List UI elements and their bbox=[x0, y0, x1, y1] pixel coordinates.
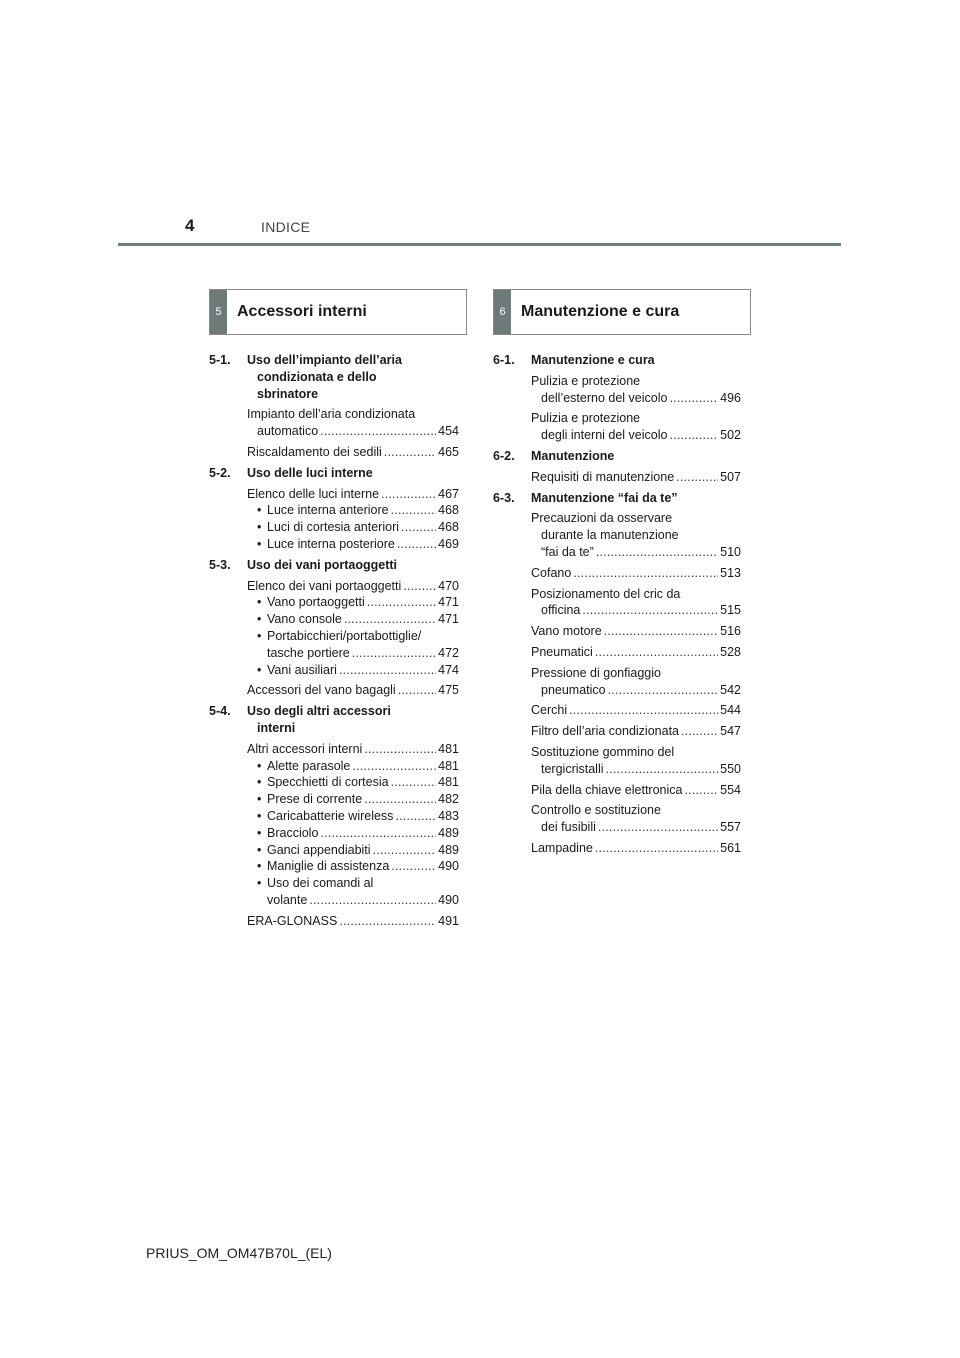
entry-title-cont: tergicristalli bbox=[541, 761, 604, 776]
entry-title-cont: degli interni del veicolo bbox=[541, 428, 668, 443]
page-number: 4 bbox=[185, 216, 195, 235]
group-title: Uso dei vani portaoggetti bbox=[247, 557, 398, 572]
group-title-cont: sbrinatore bbox=[257, 386, 319, 401]
subentry-title: Caricabatterie wireless bbox=[267, 808, 394, 823]
header-title: INDICE bbox=[261, 219, 311, 235]
entry-title: Impianto dell’aria condizionata bbox=[247, 407, 416, 422]
toc-entry[interactable] bbox=[247, 444, 459, 461]
group-number: 6-3. bbox=[493, 490, 515, 505]
page-ref: 544 bbox=[720, 703, 741, 718]
group-title-cont: condizionata e dello bbox=[257, 369, 377, 384]
toc-column-left bbox=[209, 352, 459, 934]
page-ref: 454 bbox=[438, 424, 459, 439]
toc-group-5-3 bbox=[209, 557, 459, 699]
bullet-icon: • bbox=[257, 808, 262, 823]
toc-subentry[interactable] bbox=[247, 842, 459, 859]
page-ref: 550 bbox=[720, 761, 741, 776]
page-ref: 561 bbox=[720, 840, 741, 855]
bullet-icon: • bbox=[257, 520, 262, 535]
group-number: 5-1. bbox=[209, 353, 231, 367]
entry-title: Vano motore bbox=[531, 624, 602, 639]
toc-entry[interactable] bbox=[247, 913, 459, 930]
toc-entry[interactable] bbox=[531, 623, 741, 640]
page-ref: 483 bbox=[438, 808, 459, 823]
subentry-title: Luce interna anteriore bbox=[267, 503, 389, 518]
subentry-title: Luci di cortesia anteriori bbox=[267, 520, 400, 535]
page-ref: 554 bbox=[720, 782, 741, 797]
subentry-title: Specchietti di cortesia bbox=[267, 775, 389, 790]
entry-title: ERA-GLONASS bbox=[247, 913, 338, 928]
header-rule bbox=[118, 243, 841, 246]
toc-subentry[interactable] bbox=[247, 628, 459, 662]
subentry-title: Luce interna posteriore bbox=[267, 536, 395, 551]
entry-title: Riscaldamento dei sedili bbox=[247, 444, 382, 459]
page-ref: 547 bbox=[720, 724, 741, 739]
group-title: Manutenzione e cura bbox=[531, 353, 655, 367]
toc-column-right bbox=[493, 352, 741, 861]
bullet-icon: • bbox=[257, 859, 262, 874]
page-ref: 515 bbox=[720, 603, 741, 618]
page-ref: 472 bbox=[438, 645, 459, 660]
group-number: 5-4. bbox=[209, 704, 231, 719]
toc-group-5-1 bbox=[209, 352, 459, 461]
toc-entry[interactable] bbox=[531, 665, 741, 699]
entry-title: Lampadine bbox=[531, 840, 593, 855]
entry-title: Elenco dei vani portaoggetti bbox=[247, 578, 402, 593]
page-ref: 490 bbox=[438, 892, 459, 907]
subentry-title: Bracciolo bbox=[267, 825, 319, 840]
toc-entry[interactable] bbox=[531, 840, 741, 857]
bullet-icon: • bbox=[257, 503, 262, 518]
entry-title: Precauzioni da osservare bbox=[531, 511, 673, 526]
page-ref: 475 bbox=[438, 683, 459, 698]
bullet-icon: • bbox=[257, 842, 262, 857]
toc-entry[interactable] bbox=[531, 586, 741, 620]
page-ref: 468 bbox=[438, 520, 459, 535]
entry-title: Pulizia e protezione bbox=[531, 373, 641, 388]
group-number: 5-3. bbox=[209, 557, 231, 572]
section-6-tab: 6 bbox=[494, 290, 511, 334]
page-ref: 513 bbox=[720, 565, 741, 580]
entry-title: Cerchi bbox=[531, 703, 568, 718]
subentry-title-cont: tasche portiere bbox=[267, 645, 350, 660]
page-ref: 542 bbox=[720, 682, 741, 697]
subentry-title: Portabicchieri/portabottiglie/ bbox=[267, 628, 422, 643]
section-5-tab: 5 bbox=[210, 290, 227, 334]
toc-entry[interactable] bbox=[531, 410, 741, 444]
entry-title-cont: automatico bbox=[257, 424, 319, 439]
page-ref: 482 bbox=[438, 792, 459, 807]
section-5-title: Accessori interni bbox=[237, 303, 367, 320]
group-title: Uso dell’impianto dell’aria bbox=[247, 353, 402, 367]
entry-title-cont: pneumatico bbox=[541, 682, 606, 697]
footer-document-code: PRIUS_OM_OM47B70L_(EL) bbox=[146, 1245, 332, 1261]
bullet-icon: • bbox=[257, 775, 262, 790]
toc-entry[interactable] bbox=[531, 723, 741, 740]
bullet-icon: • bbox=[257, 825, 262, 840]
toc-group-6-2 bbox=[493, 448, 741, 486]
group-title: Manutenzione bbox=[531, 448, 615, 463]
toc-entry[interactable] bbox=[247, 406, 459, 440]
bullet-icon: • bbox=[257, 536, 262, 551]
toc-entry[interactable] bbox=[247, 682, 459, 699]
subentry-title-cont: volante bbox=[267, 892, 308, 907]
group-title-cont: interni bbox=[257, 720, 296, 735]
page-ref: 496 bbox=[720, 390, 741, 405]
page-ref: 469 bbox=[438, 536, 459, 551]
page-ref: 474 bbox=[438, 662, 459, 677]
entry-title: Cofano bbox=[531, 565, 572, 580]
toc-entry[interactable] bbox=[247, 578, 459, 595]
toc-subentry[interactable] bbox=[247, 758, 459, 775]
toc-entry[interactable] bbox=[531, 744, 741, 778]
subentry-title: Vano portaoggetti bbox=[267, 595, 365, 610]
entry-title: Filtro dell’aria condizionata bbox=[531, 724, 679, 739]
bullet-icon: • bbox=[257, 876, 262, 891]
entry-title: Posizionamento del cric da bbox=[531, 586, 681, 601]
group-number: 5-2. bbox=[209, 465, 231, 480]
entry-title: Pulizia e protezione bbox=[531, 411, 641, 426]
bullet-icon: • bbox=[257, 595, 262, 610]
bullet-icon: • bbox=[257, 628, 262, 643]
page-ref: 528 bbox=[720, 644, 741, 659]
section-5-header[interactable] bbox=[209, 289, 467, 335]
toc-entry[interactable] bbox=[531, 802, 741, 836]
toc-entry[interactable] bbox=[531, 644, 741, 661]
page-ref: 468 bbox=[438, 503, 459, 518]
toc-group-6-1 bbox=[493, 352, 741, 444]
subentry-title: Vani ausiliari bbox=[267, 662, 337, 677]
page-ref: 465 bbox=[438, 444, 459, 459]
bullet-icon: • bbox=[257, 758, 262, 773]
toc-entry[interactable] bbox=[247, 486, 459, 503]
toc-subentry[interactable] bbox=[247, 858, 459, 875]
group-title: Uso delle luci interne bbox=[247, 465, 373, 480]
group-number: 6-2. bbox=[493, 448, 515, 463]
toc-subentry[interactable] bbox=[247, 519, 459, 536]
toc-entry[interactable] bbox=[531, 702, 741, 719]
entry-title: Requisiti di manutenzione bbox=[531, 469, 675, 484]
subentry-title: Prese di corrente bbox=[267, 792, 363, 807]
page-ref: 516 bbox=[720, 624, 741, 639]
entry-title: Sostituzione gommino del bbox=[531, 744, 675, 759]
bullet-icon: • bbox=[257, 662, 262, 677]
subentry-title: Alette parasole bbox=[267, 758, 351, 773]
page-ref: 481 bbox=[438, 741, 459, 756]
toc-entry[interactable] bbox=[247, 741, 459, 758]
entry-title: Controllo e sostituzione bbox=[531, 803, 661, 818]
entry-title-cont: officina bbox=[541, 603, 581, 618]
page-ref: 489 bbox=[438, 842, 459, 857]
toc-subentry[interactable] bbox=[247, 662, 459, 679]
entry-title-cont: dei fusibili bbox=[541, 820, 596, 835]
subentry-title: Maniglie di assistenza bbox=[267, 859, 390, 874]
toc-entry[interactable] bbox=[531, 510, 741, 560]
page-ref: 557 bbox=[720, 820, 741, 835]
subentry-title: Uso dei comandi al bbox=[267, 876, 374, 891]
toc-subentry[interactable] bbox=[247, 774, 459, 791]
toc-subentry[interactable] bbox=[247, 875, 459, 909]
page-ref: 491 bbox=[438, 913, 459, 928]
entry-title: Pila della chiave elettronica bbox=[531, 782, 683, 797]
bullet-icon: • bbox=[257, 792, 262, 807]
toc-subentry[interactable] bbox=[247, 791, 459, 808]
subentry-title: Vano console bbox=[267, 612, 342, 627]
toc-group-5-4 bbox=[209, 703, 459, 929]
toc-subentry[interactable] bbox=[247, 611, 459, 628]
page-ref: 471 bbox=[438, 612, 459, 627]
toc-subentry[interactable] bbox=[247, 594, 459, 611]
toc-entry[interactable] bbox=[531, 565, 741, 582]
subentry-title: Ganci appendiabiti bbox=[267, 842, 371, 857]
bullet-icon: • bbox=[257, 612, 262, 627]
entry-title: Pneumatici bbox=[531, 644, 593, 659]
page-ref: 510 bbox=[720, 544, 741, 559]
page-ref: 502 bbox=[720, 428, 741, 443]
group-title: Uso degli altri accessori bbox=[247, 704, 391, 719]
entry-title: Elenco delle luci interne bbox=[247, 486, 380, 501]
toc-group-5-2 bbox=[209, 465, 459, 553]
page-ref: 470 bbox=[438, 578, 459, 593]
page-ref: 481 bbox=[438, 758, 459, 773]
page-ref: 471 bbox=[438, 595, 459, 610]
toc-entry[interactable] bbox=[531, 373, 741, 407]
section-6-title: Manutenzione e cura bbox=[521, 303, 680, 320]
toc-subentry[interactable] bbox=[247, 502, 459, 519]
page-ref: 489 bbox=[438, 825, 459, 840]
toc-subentry[interactable] bbox=[247, 825, 459, 842]
section-6-header[interactable] bbox=[493, 289, 751, 335]
toc-entry[interactable] bbox=[531, 469, 741, 486]
group-number: 6-1. bbox=[493, 353, 515, 367]
page-ref: 481 bbox=[438, 775, 459, 790]
toc-subentry[interactable] bbox=[247, 536, 459, 553]
entry-title-cont: “fai da te” bbox=[541, 544, 594, 559]
entry-title: Altri accessori interni bbox=[247, 741, 363, 756]
entry-title: Pressione di gonfiaggio bbox=[531, 665, 661, 680]
page-ref: 490 bbox=[438, 859, 459, 874]
toc-entry[interactable] bbox=[531, 782, 741, 799]
toc-group-6-3 bbox=[493, 490, 741, 857]
toc-subentry[interactable] bbox=[247, 808, 459, 825]
entry-title: Accessori del vano bagagli bbox=[247, 683, 396, 698]
page-ref: 507 bbox=[720, 469, 741, 484]
entry-title-cont: dell’esterno del veicolo bbox=[541, 390, 668, 405]
group-title: Manutenzione “fai da te” bbox=[531, 490, 678, 505]
entry-title-cont: durante la manutenzione bbox=[541, 528, 679, 543]
page-ref: 467 bbox=[438, 486, 459, 501]
